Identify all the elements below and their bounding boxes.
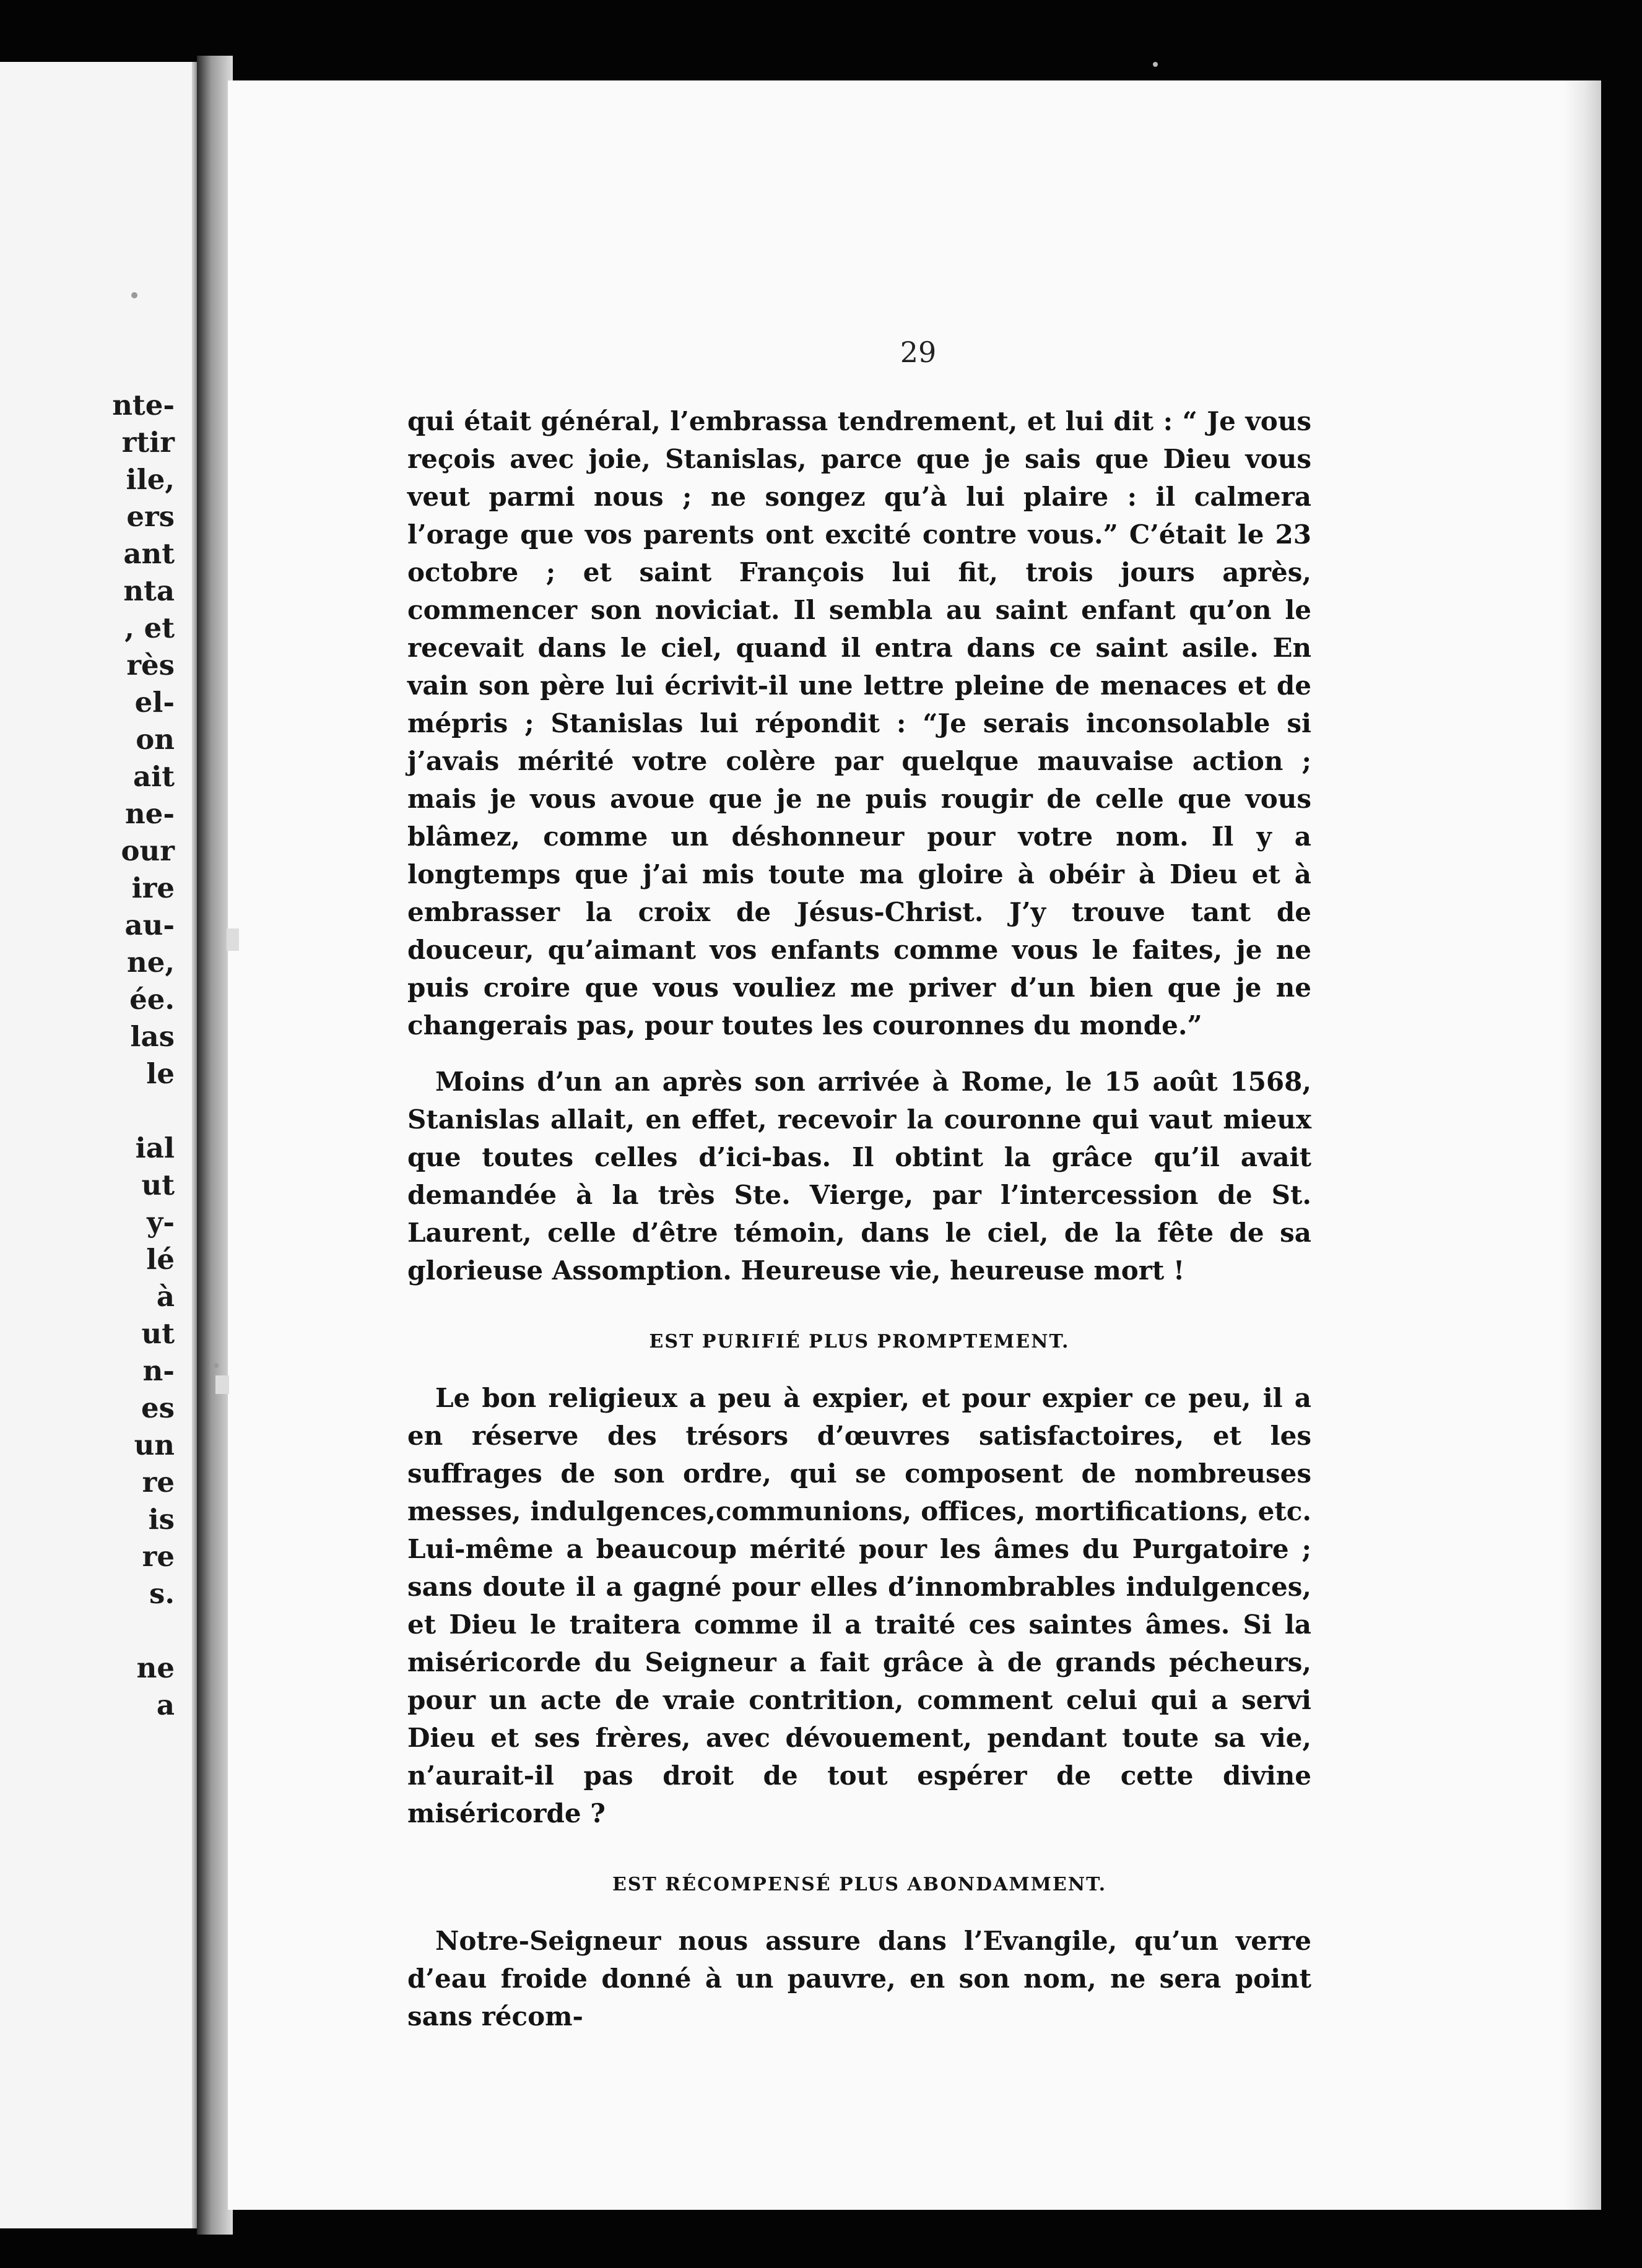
left-fragment-line: a (156, 1689, 175, 1721)
left-fragment-line: ut (141, 1169, 175, 1201)
left-fragment-line: au- (124, 909, 175, 941)
section-heading: EST RÉCOMPENSÉ PLUS ABONDAMMENT. (612, 1874, 1107, 1895)
left-fragment-line: à (156, 1280, 175, 1313)
left-fragment-line: is (148, 1503, 175, 1536)
left-fragment-line: ne- (124, 797, 175, 830)
left-fragment-line: ial (135, 1132, 175, 1164)
left-fragment-line: y- (147, 1206, 175, 1239)
scan-speck (1153, 62, 1158, 67)
section-paragraph: Le bon religieux a peu à expier, et pour expier ce peu, il a en réserve des trésors d’œuvres satisfactoires, et les suffrages de son ordre, qui se composent de nombreuses messes, indulgences,communions, offices, mortifications, etc. Lui-même a beaucoup mérité pour les âmes du Purgatoire ; sans doute il a gagné pour elles d’innombrables indulgences, et Dieu le traitera comme il a traité ces saintes âmes. Si la miséricorde du Seigneur a fait grâce à de grands pécheurs, pour un acte de vraie contrition, comment celui qui a servi Dieu et ses frères, avec dévouement, pendant toute sa vie, n’aurait-il pas droit de tout espérer de cette divine miséricorde ? (407, 1383, 1311, 1829)
left-fragment-line (112, 1612, 175, 1650)
right-page-fold-shadow (1564, 80, 1601, 2210)
left-page (0, 62, 197, 2228)
left-fragment-line: ne (136, 1651, 175, 1684)
left-fragment-line: s. (149, 1577, 175, 1610)
left-fragment-line: un (134, 1429, 175, 1461)
scan-speck (214, 1363, 219, 1368)
left-fragment-line: ut (141, 1317, 175, 1350)
page-number: 29 (900, 335, 937, 369)
left-fragment-line: re (142, 1466, 175, 1499)
left-fragment-line: nte- (112, 389, 175, 422)
left-fragment-line: ne, (126, 946, 175, 979)
left-fragment-line: ers (126, 500, 175, 533)
page-clip-mark (227, 928, 239, 951)
left-fragment-line: ire (131, 872, 175, 904)
left-fragment-line: lé (146, 1243, 175, 1276)
paragraph-continued: qui était général, l’embrassa tendrement, et lui dit : “ Je vous reçois avec joie, Stanislas, parce que je sais que Dieu vous veut parmi nous ; ne songez qu’à lui plaire : il calmera l’orage que vos parents ont excité contre vous.” C’était le 23 octobre ; et saint François lui fit, trois jours après, commencer son noviciat. Il sembla au saint enfant qu’on le recevait dans le ciel, quand il entra dans ce saint asile. En vain son père lui écrivit-il une lettre pleine de menaces et de mépris ; Stanislas lui répondit : “Je serais inconsolable si j’avais mérité votre colère par quelque mauvaise action ; mais je vous avoue que je ne puis rougir de celle que vous blâmez, comme un déshonneur pour votre nom. Il y a longtemps que j’ai mis toute ma gloire à obéir à Dieu et à embrasser la croix de Jésus-Christ. J’y trouve tant de douceur, qu’aimant vos enfants comme vous le faites, je ne puis croire que vous vouliez me priver d’un bien que je ne changerais pas, pour toutes les couronnes du monde.” (407, 406, 1311, 1041)
right-page (228, 80, 1601, 2210)
left-page-fragments (112, 387, 175, 1724)
left-fragment-line: es (141, 1392, 175, 1424)
left-fragment-line: re (142, 1540, 175, 1573)
left-fragment-line: ait (132, 760, 175, 793)
section-heading: EST PURIFIÉ PLUS PROMPTEMENT. (649, 1331, 1070, 1353)
left-fragment-line: las (130, 1020, 175, 1053)
left-fragment-line: ant (123, 537, 175, 570)
section-paragraph: Notre-Seigneur nous assure dans l’Evangile, qu’un verre d’eau froide donné à un pauvre, en son nom, ne sera point sans récom- (407, 1926, 1311, 2032)
left-fragment-line: ile, (126, 463, 175, 496)
paragraph: Moins d’un an après son arrivée à Rome, le 15 août 1568, Stanislas allait, en effet, recevoir la couronne qui vaut mieux que toutes celles d’ici-bas. Il obtint la grâce qu’il avait demandée à la très Ste. Vierge, par l’intercession de St. Laurent, celle d’être témoin, dans le ciel, de la fête de sa glorieuse Assomption. Heureuse vie, heureuse mort ! (407, 1067, 1311, 1286)
left-fragment-line: n- (142, 1354, 175, 1387)
left-fragment-line: rès (126, 649, 175, 682)
left-fragment-line: rtir (121, 426, 175, 459)
page-clip-mark (215, 1375, 229, 1394)
left-fragment-line: , et (124, 612, 175, 644)
left-fragment-line: nta (123, 574, 175, 607)
left-fragment-line: on (136, 723, 175, 756)
body-text (407, 402, 1311, 2035)
left-fragment-line (112, 1093, 175, 1130)
left-fragment-line: el- (134, 686, 175, 719)
scan-speck (131, 292, 137, 298)
left-fragment-line: our (121, 834, 175, 867)
left-fragment-line: ée. (129, 983, 175, 1016)
left-fragment-line: le (146, 1057, 175, 1090)
